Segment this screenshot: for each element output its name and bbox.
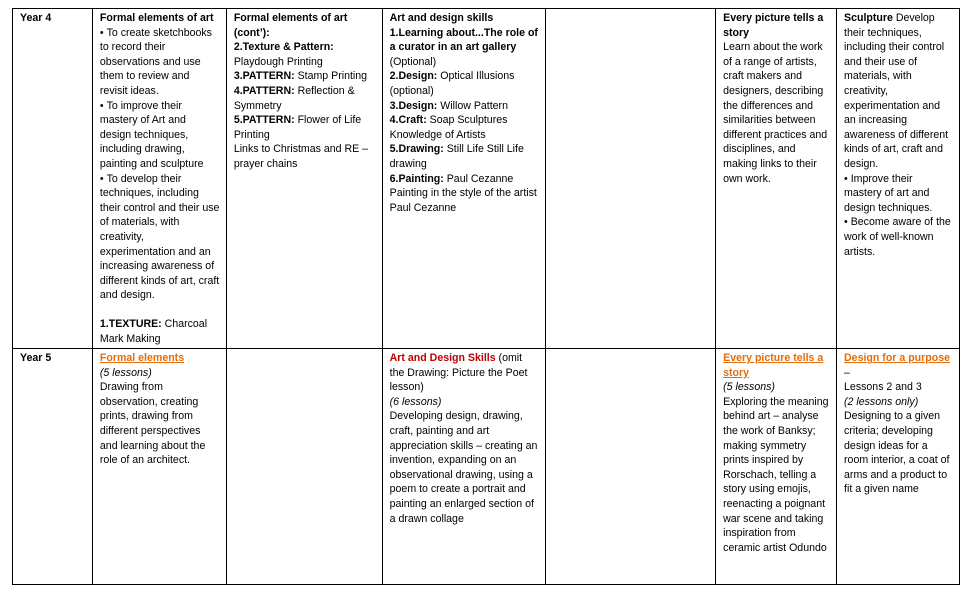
cell-title: Design for a purpose	[844, 352, 950, 364]
cell-title: Formal elements of art	[99, 12, 214, 24]
unit-item	[234, 84, 376, 113]
unit-item	[390, 113, 540, 142]
cell-text: Drawing from observation, creating prints, drawing from different perspectives and learning about the role of an architect.	[99, 381, 206, 467]
lesson-count: (2 lessons only)	[844, 395, 919, 408]
unit-label: 1.Learning about...The role of a curator in an art gallery	[389, 26, 538, 54]
unit-text: (Optional)	[389, 55, 437, 68]
unit-text: Flower of Life Printing	[233, 114, 362, 141]
unit-text: Reflection & Symmetry	[233, 84, 355, 112]
bullet-item: • To improve their mastery of Art and design techniques, including drawing, painting and sculpture	[100, 99, 220, 172]
unit-label: 5.PATTERN:	[233, 114, 295, 127]
unit-item	[390, 172, 540, 216]
curriculum-table	[12, 8, 960, 585]
unit-label: 4.Craft:	[389, 114, 427, 127]
unit-item	[234, 113, 376, 142]
unit-text: Charcoal Mark Making	[99, 318, 208, 346]
year4-sculpture-cell	[837, 9, 960, 349]
year-cell	[13, 9, 93, 349]
unit-text: Stamp Printing	[294, 70, 368, 83]
year-label: Year 4	[20, 12, 52, 24]
title-suffix: (omit the Drawing: Picture the Poet lesson)	[389, 352, 528, 394]
unit-text: Paul Cezanne Painting in the style of the artist Paul Cezanne	[389, 172, 537, 214]
year5-every-picture-cell	[716, 349, 837, 585]
cell-title: Art and design skills	[389, 12, 494, 24]
unit-label: 1.TEXTURE:	[99, 318, 162, 331]
unit-item	[234, 69, 376, 84]
lesson-count: (5 lessons)	[99, 366, 152, 379]
year4-formal-elements-cont-cell	[226, 9, 382, 349]
unit-text: Still Life Still Life drawing	[389, 143, 524, 170]
unit-text: Willow Pattern	[437, 99, 508, 112]
unit-label: 2.Texture & Pattern:	[233, 41, 334, 54]
year4-art-design-skills-cell	[382, 9, 546, 349]
unit-item	[100, 317, 220, 346]
bullet-item: • To develop their techniques, including their control and their use of materials, with creativity, experimentation and an increasing awareness of different kinds of art, craft and design.	[100, 172, 220, 303]
year-label: Year 5	[20, 352, 52, 364]
unit-item	[390, 26, 540, 70]
cell-heading	[844, 351, 953, 380]
bullet-item: • To create sketchbooks to record their observations and use them to review and revisit ideas.	[100, 26, 220, 99]
table-row-year-5	[13, 349, 960, 585]
title-suffix: –	[844, 366, 850, 379]
unit-item	[390, 142, 540, 171]
unit-label: 3.Design:	[389, 99, 438, 112]
cell-text: Develop their techniques, including their control and their use of materials, with creativity, experimentation and an increasing awareness of different kinds of art, craft and design.	[844, 12, 949, 170]
lesson-subtitle: Lessons 2 and 3	[844, 381, 922, 394]
cell-text: Exploring the meaning behind art – analyse the work of Banksy; making symmetry prints inspired by Rorschach, telling a story using emojis, reenacting a poignant war scene and taking inspiration from ceramic artist Odundo	[723, 395, 829, 554]
cell-heading	[844, 11, 953, 172]
cell-title: Formal elements of art (cont’):	[233, 12, 348, 39]
unit-label: 3.PATTERN:	[233, 70, 295, 83]
table-row-year-4	[13, 9, 960, 349]
year4-every-picture-cell	[716, 9, 837, 349]
cell-title: Formal elements	[99, 352, 185, 364]
year4-formal-elements-cell	[92, 9, 226, 349]
spacer	[100, 303, 220, 318]
unit-text: Playdough Printing	[233, 55, 323, 68]
cell-title: Art and Design Skills	[389, 352, 496, 364]
empty-cell	[226, 349, 382, 585]
unit-item	[390, 69, 540, 98]
unit-item	[390, 99, 540, 114]
unit-text: Soap Sculptures Knowledge of Artists	[389, 114, 508, 141]
cell-heading	[390, 351, 540, 395]
cell-text: Designing to a given criteria; developing design ideas for a room interior, a coat of arms and a product to fit a given name	[844, 410, 950, 496]
bullet-item: • Become aware of the work of well-known artists.	[844, 215, 953, 259]
cell-title: Sculpture	[844, 12, 893, 24]
unit-item	[234, 40, 376, 69]
unit-label: 2.Design:	[389, 70, 438, 83]
cell-title: Every picture tells a story	[723, 12, 824, 39]
year5-formal-elements-cell	[92, 349, 226, 585]
unit-text: Optical Illusions (optional)	[389, 70, 515, 97]
cell-text: Developing design, drawing, craft, painting and art appreciation skills – creating an invention, expanding on an observational drawing, using a poem to create a portrait and painting an enlarged section of a drawn collage	[389, 410, 538, 525]
lesson-count: (5 lessons)	[723, 381, 775, 394]
cell-text: Learn about the work of a range of artists, craft makers and designers, describing the differences and similarities between different practices and disciplines, and making links to their own work.	[723, 41, 828, 185]
unit-label: 5.Drawing:	[389, 143, 444, 156]
year-cell	[13, 349, 93, 585]
year5-art-design-skills-cell	[382, 349, 546, 585]
cell-title: Every picture tells a story	[723, 352, 824, 379]
unit-label: 6.Painting:	[389, 172, 444, 185]
bullet-item: • Improve their mastery of art and design techniques.	[844, 172, 953, 216]
year5-design-purpose-cell	[837, 349, 960, 585]
lesson-count: (6 lessons)	[389, 395, 442, 408]
empty-cell	[546, 9, 716, 349]
cell-note: Links to Christmas and RE – prayer chains	[233, 143, 369, 170]
unit-label: 4.PATTERN:	[233, 84, 295, 97]
empty-cell	[546, 349, 716, 585]
